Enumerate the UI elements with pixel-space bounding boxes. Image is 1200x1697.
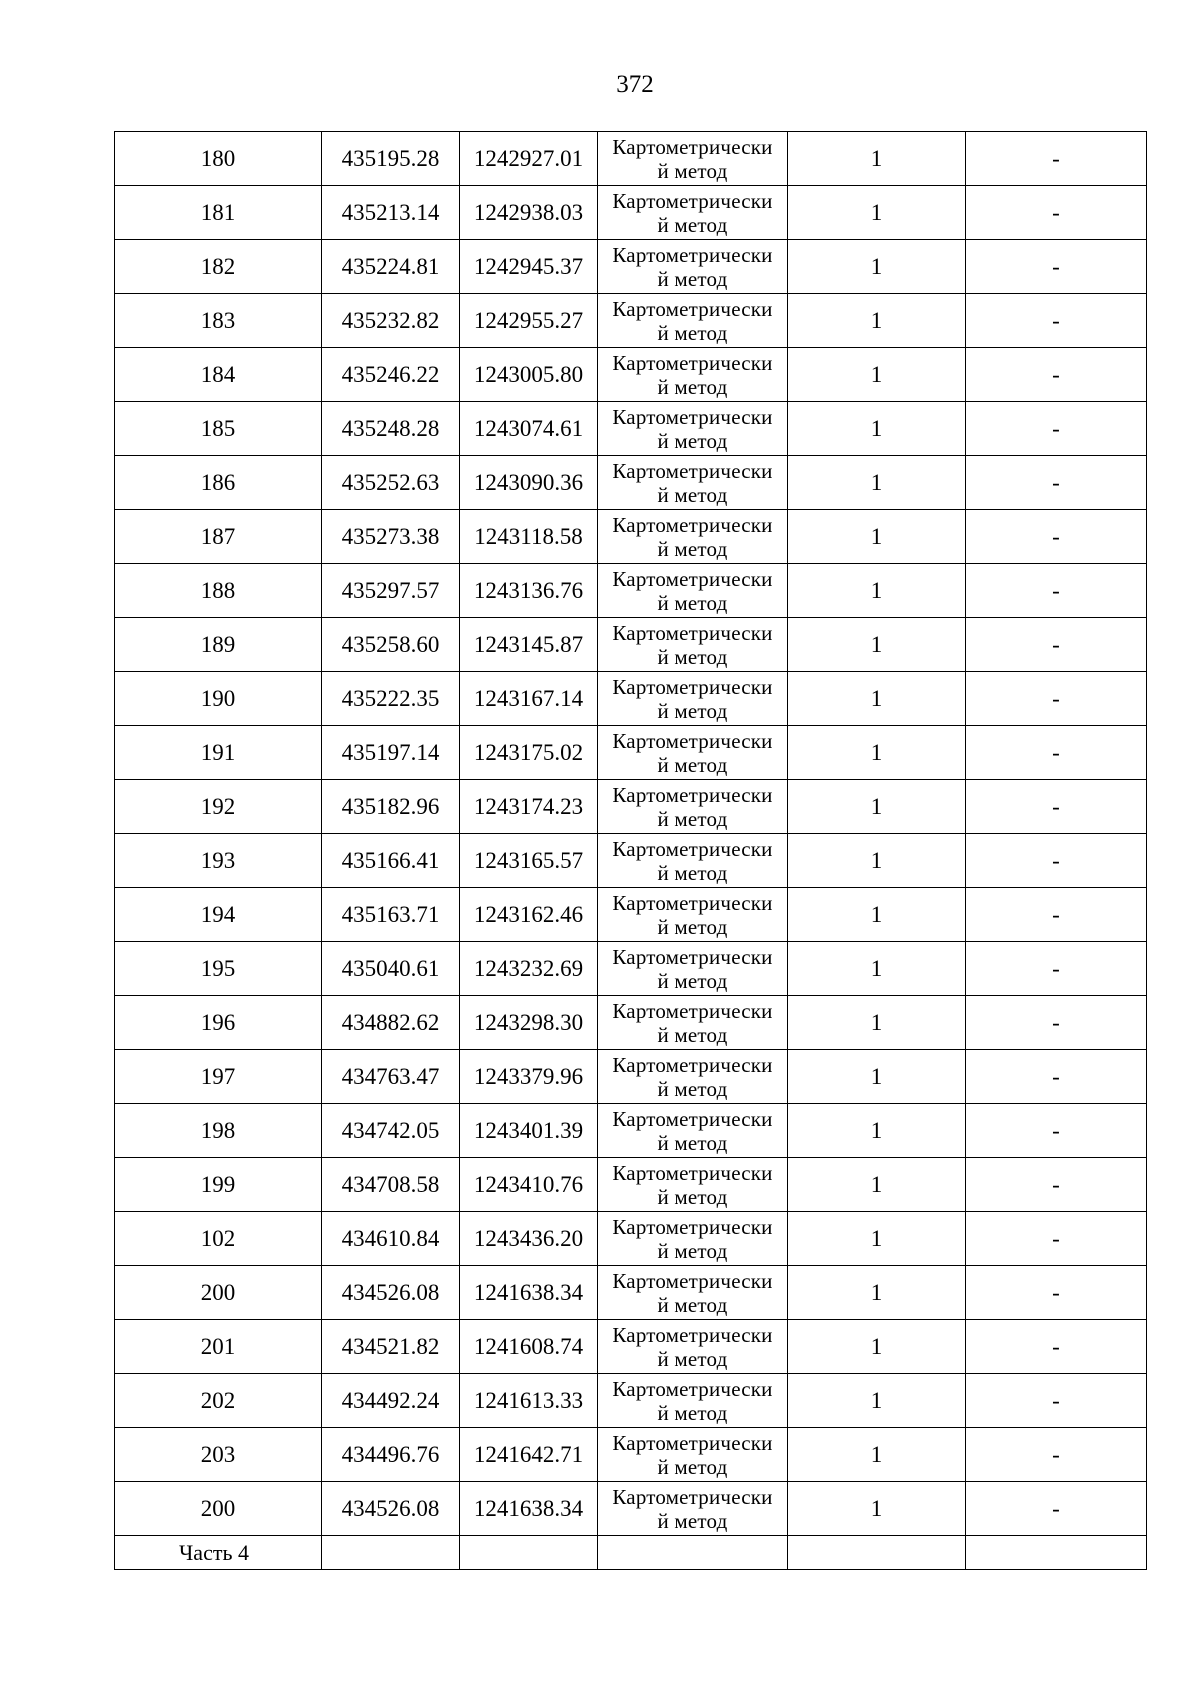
- table-row: [115, 564, 1147, 618]
- method-cell: [598, 834, 788, 888]
- y-coordinate-cell: 1243232.69: [460, 942, 598, 996]
- y-coordinate-cell: 1241608.74: [460, 1320, 598, 1374]
- method-cell: [598, 132, 788, 186]
- y-coordinate-cell: 1243090.36: [460, 456, 598, 510]
- method-cell: [598, 1428, 788, 1482]
- table-row: [115, 672, 1147, 726]
- table-row: [115, 1482, 1147, 1536]
- note-cell: -: [966, 780, 1147, 834]
- note-cell: -: [966, 1428, 1147, 1482]
- y-coordinate-cell: 1243167.14: [460, 672, 598, 726]
- method-text-line1: Картометрически: [612, 296, 773, 321]
- method-text-line1: Картометрически: [612, 1322, 773, 1347]
- table-row: [115, 294, 1147, 348]
- method-text-line1: Картометрически: [612, 836, 773, 861]
- coordinates-table-body: [115, 132, 1147, 1570]
- accuracy-cell: 1: [788, 402, 966, 456]
- method-cell: [598, 510, 788, 564]
- accuracy-cell: 1: [788, 1374, 966, 1428]
- accuracy-cell: 1: [788, 780, 966, 834]
- note-cell: -: [966, 888, 1147, 942]
- point-number-cell: 192: [115, 780, 322, 834]
- method-text-line1: Картометрически: [612, 674, 773, 699]
- method-text-line2: й метод: [657, 320, 728, 345]
- table-row: [115, 510, 1147, 564]
- point-number-cell: 187: [115, 510, 322, 564]
- y-coordinate-cell: 1242955.27: [460, 294, 598, 348]
- note-cell: -: [966, 1104, 1147, 1158]
- method-text-line1: Картометрически: [612, 1268, 773, 1293]
- accuracy-cell: 1: [788, 186, 966, 240]
- method-cell: [598, 672, 788, 726]
- table-row: [115, 1374, 1147, 1428]
- accuracy-cell: 1: [788, 456, 966, 510]
- y-coordinate-cell: 1243074.61: [460, 402, 598, 456]
- page-number: 372: [616, 71, 654, 98]
- x-coordinate-cell: 435273.38: [322, 510, 460, 564]
- method-text-line2: й метод: [657, 1292, 728, 1317]
- point-number-cell: 199: [115, 1158, 322, 1212]
- note-cell: -: [966, 186, 1147, 240]
- point-number-cell: 188: [115, 564, 322, 618]
- note-cell: -: [966, 348, 1147, 402]
- note-cell: -: [966, 564, 1147, 618]
- method-text-line2: й метод: [657, 158, 728, 183]
- note-cell: -: [966, 618, 1147, 672]
- method-cell: [598, 1050, 788, 1104]
- note-cell: -: [966, 1158, 1147, 1212]
- method-cell: [598, 996, 788, 1050]
- method-text-line2: й метод: [657, 1400, 728, 1425]
- x-coordinate-cell: 434882.62: [322, 996, 460, 1050]
- method-text-line2: й метод: [657, 482, 728, 507]
- y-coordinate-cell: 1243165.57: [460, 834, 598, 888]
- point-number-cell: 189: [115, 618, 322, 672]
- x-coordinate-cell: 435232.82: [322, 294, 460, 348]
- method-text-line2: й метод: [657, 644, 728, 669]
- table-row: [115, 456, 1147, 510]
- note-cell: -: [966, 672, 1147, 726]
- accuracy-cell: 1: [788, 1266, 966, 1320]
- note-cell: -: [966, 996, 1147, 1050]
- y-coordinate-cell: 1243175.02: [460, 726, 598, 780]
- accuracy-cell: 1: [788, 1428, 966, 1482]
- y-coordinate-cell: 1241638.34: [460, 1482, 598, 1536]
- method-cell: [598, 1266, 788, 1320]
- method-text-line1: Картометрически: [612, 1214, 773, 1239]
- note-cell: -: [966, 726, 1147, 780]
- note-cell: -: [966, 1482, 1147, 1536]
- x-coordinate-cell: 434492.24: [322, 1374, 460, 1428]
- point-number-cell: 198: [115, 1104, 322, 1158]
- note-cell: -: [966, 1212, 1147, 1266]
- note-cell: -: [966, 510, 1147, 564]
- table-row: [115, 132, 1147, 186]
- point-number-cell: 195: [115, 942, 322, 996]
- y-coordinate-cell: 1242927.01: [460, 132, 598, 186]
- method-cell: [598, 240, 788, 294]
- note-cell: -: [966, 1266, 1147, 1320]
- method-text-line2: й метод: [657, 1346, 728, 1371]
- method-text-line2: й метод: [657, 1184, 728, 1209]
- x-coordinate-cell: 435197.14: [322, 726, 460, 780]
- table-row: [115, 618, 1147, 672]
- point-number-cell: 196: [115, 996, 322, 1050]
- method-cell: [598, 1158, 788, 1212]
- point-number-cell: 181: [115, 186, 322, 240]
- method-text-line1: Картометрически: [612, 1376, 773, 1401]
- method-cell: [598, 942, 788, 996]
- x-coordinate-cell: 434526.08: [322, 1482, 460, 1536]
- point-number-cell: 182: [115, 240, 322, 294]
- method-text-line1: Картометрически: [612, 566, 773, 591]
- method-text-line2: й метод: [657, 266, 728, 291]
- accuracy-cell: 1: [788, 672, 966, 726]
- x-coordinate-cell: 434496.76: [322, 1428, 460, 1482]
- part-label-cell: Часть 4: [115, 1536, 322, 1570]
- method-text-line1: Картометрически: [612, 1052, 773, 1077]
- table-row: [115, 888, 1147, 942]
- table-row: [115, 1266, 1147, 1320]
- method-text-line1: Картометрически: [612, 1106, 773, 1131]
- method-cell: [598, 726, 788, 780]
- method-text-line1: Картометрически: [612, 1160, 773, 1185]
- x-coordinate-cell: 435258.60: [322, 618, 460, 672]
- method-text-line1: Картометрически: [612, 620, 773, 645]
- method-text-line1: Картометрически: [612, 944, 773, 969]
- method-text-line2: й метод: [657, 1130, 728, 1155]
- accuracy-cell: 1: [788, 1212, 966, 1266]
- method-cell: [598, 402, 788, 456]
- point-number-cell: 203: [115, 1428, 322, 1482]
- point-number-cell: 200: [115, 1266, 322, 1320]
- method-cell: [598, 456, 788, 510]
- method-text-line1: Картометрически: [612, 134, 773, 159]
- method-text-line1: Картометрически: [612, 188, 773, 213]
- table-row: [115, 1050, 1147, 1104]
- empty-cell: [788, 1536, 966, 1570]
- empty-cell: [966, 1536, 1147, 1570]
- table-row: [115, 996, 1147, 1050]
- accuracy-cell: 1: [788, 726, 966, 780]
- method-text-line1: Картометрически: [612, 782, 773, 807]
- accuracy-cell: 1: [788, 1050, 966, 1104]
- accuracy-cell: 1: [788, 240, 966, 294]
- x-coordinate-cell: 435252.63: [322, 456, 460, 510]
- point-number-cell: 194: [115, 888, 322, 942]
- y-coordinate-cell: 1243379.96: [460, 1050, 598, 1104]
- accuracy-cell: 1: [788, 618, 966, 672]
- method-cell: [598, 294, 788, 348]
- point-number-cell: 202: [115, 1374, 322, 1428]
- table-row: [115, 726, 1147, 780]
- table-row: [115, 780, 1147, 834]
- method-text-line1: Картометрически: [612, 1430, 773, 1455]
- y-coordinate-cell: 1243136.76: [460, 564, 598, 618]
- y-coordinate-cell: 1243145.87: [460, 618, 598, 672]
- accuracy-cell: 1: [788, 1320, 966, 1374]
- method-text-line2: й метод: [657, 752, 728, 777]
- point-number-cell: 200: [115, 1482, 322, 1536]
- table-row: [115, 1428, 1147, 1482]
- accuracy-cell: 1: [788, 132, 966, 186]
- table-row: [115, 402, 1147, 456]
- note-cell: -: [966, 942, 1147, 996]
- method-text-line2: й метод: [657, 860, 728, 885]
- y-coordinate-cell: 1243118.58: [460, 510, 598, 564]
- method-text-line1: Картометрически: [612, 728, 773, 753]
- method-text-line2: й метод: [657, 1238, 728, 1263]
- method-text-line1: Картометрически: [612, 1484, 773, 1509]
- y-coordinate-cell: 1241613.33: [460, 1374, 598, 1428]
- method-text-line2: й метод: [657, 806, 728, 831]
- point-number-cell: 180: [115, 132, 322, 186]
- x-coordinate-cell: 435166.41: [322, 834, 460, 888]
- x-coordinate-cell: 434526.08: [322, 1266, 460, 1320]
- method-cell: [598, 348, 788, 402]
- x-coordinate-cell: 435224.81: [322, 240, 460, 294]
- note-cell: -: [966, 1320, 1147, 1374]
- table-row: [115, 186, 1147, 240]
- method-cell: [598, 1212, 788, 1266]
- y-coordinate-cell: 1241642.71: [460, 1428, 598, 1482]
- table-row: [115, 834, 1147, 888]
- empty-cell: [598, 1536, 788, 1570]
- table-row: [115, 1104, 1147, 1158]
- x-coordinate-cell: 434763.47: [322, 1050, 460, 1104]
- table-row: [115, 348, 1147, 402]
- note-cell: -: [966, 1374, 1147, 1428]
- accuracy-cell: 1: [788, 1158, 966, 1212]
- y-coordinate-cell: 1243410.76: [460, 1158, 598, 1212]
- note-cell: -: [966, 402, 1147, 456]
- accuracy-cell: 1: [788, 942, 966, 996]
- point-number-cell: 197: [115, 1050, 322, 1104]
- method-text-line2: й метод: [657, 536, 728, 561]
- empty-cell: [460, 1536, 598, 1570]
- point-number-cell: 184: [115, 348, 322, 402]
- method-text-line1: Картометрически: [612, 458, 773, 483]
- x-coordinate-cell: 434742.05: [322, 1104, 460, 1158]
- method-text-line2: й метод: [657, 428, 728, 453]
- x-coordinate-cell: 434610.84: [322, 1212, 460, 1266]
- empty-cell: [322, 1536, 460, 1570]
- note-cell: -: [966, 240, 1147, 294]
- method-text-line2: й метод: [657, 590, 728, 615]
- x-coordinate-cell: 435246.22: [322, 348, 460, 402]
- accuracy-cell: 1: [788, 294, 966, 348]
- note-cell: -: [966, 294, 1147, 348]
- accuracy-cell: 1: [788, 510, 966, 564]
- point-number-cell: 102: [115, 1212, 322, 1266]
- accuracy-cell: 1: [788, 1482, 966, 1536]
- method-cell: [598, 1320, 788, 1374]
- method-text-line2: й метод: [657, 1508, 728, 1533]
- y-coordinate-cell: 1242945.37: [460, 240, 598, 294]
- method-text-line1: Картометрически: [612, 242, 773, 267]
- x-coordinate-cell: 435213.14: [322, 186, 460, 240]
- y-coordinate-cell: 1243005.80: [460, 348, 598, 402]
- coordinates-table: [114, 131, 1147, 1570]
- x-coordinate-cell: 435163.71: [322, 888, 460, 942]
- method-text-line2: й метод: [657, 914, 728, 939]
- note-cell: -: [966, 834, 1147, 888]
- point-number-cell: 193: [115, 834, 322, 888]
- x-coordinate-cell: 435040.61: [322, 942, 460, 996]
- y-coordinate-cell: 1243174.23: [460, 780, 598, 834]
- point-number-cell: 190: [115, 672, 322, 726]
- table-row: [115, 942, 1147, 996]
- note-cell: -: [966, 132, 1147, 186]
- method-text-line1: Картометрически: [612, 404, 773, 429]
- method-cell: [598, 618, 788, 672]
- method-text-line2: й метод: [657, 1022, 728, 1047]
- method-text-line1: Картометрически: [612, 512, 773, 537]
- method-cell: [598, 1104, 788, 1158]
- method-cell: [598, 1482, 788, 1536]
- x-coordinate-cell: 435222.35: [322, 672, 460, 726]
- point-number-cell: 191: [115, 726, 322, 780]
- y-coordinate-cell: 1242938.03: [460, 186, 598, 240]
- note-cell: -: [966, 456, 1147, 510]
- table-row: [115, 1158, 1147, 1212]
- method-cell: [598, 564, 788, 618]
- method-text-line2: й метод: [657, 1076, 728, 1101]
- y-coordinate-cell: 1243162.46: [460, 888, 598, 942]
- y-coordinate-cell: 1241638.34: [460, 1266, 598, 1320]
- point-number-cell: 183: [115, 294, 322, 348]
- x-coordinate-cell: 434521.82: [322, 1320, 460, 1374]
- point-number-cell: 185: [115, 402, 322, 456]
- accuracy-cell: 1: [788, 1104, 966, 1158]
- table-row: [115, 1212, 1147, 1266]
- point-number-cell: 201: [115, 1320, 322, 1374]
- note-cell: -: [966, 1050, 1147, 1104]
- y-coordinate-cell: 1243401.39: [460, 1104, 598, 1158]
- table-footer-row: [115, 1536, 1147, 1570]
- y-coordinate-cell: 1243298.30: [460, 996, 598, 1050]
- table-row: [115, 1320, 1147, 1374]
- method-text-line1: Картометрически: [612, 350, 773, 375]
- accuracy-cell: 1: [788, 996, 966, 1050]
- x-coordinate-cell: 435248.28: [322, 402, 460, 456]
- accuracy-cell: 1: [788, 888, 966, 942]
- table-row: [115, 240, 1147, 294]
- method-cell: [598, 888, 788, 942]
- accuracy-cell: 1: [788, 348, 966, 402]
- accuracy-cell: 1: [788, 564, 966, 618]
- x-coordinate-cell: 435182.96: [322, 780, 460, 834]
- x-coordinate-cell: 435297.57: [322, 564, 460, 618]
- accuracy-cell: 1: [788, 834, 966, 888]
- x-coordinate-cell: 434708.58: [322, 1158, 460, 1212]
- method-text-line1: Картометрически: [612, 998, 773, 1023]
- point-number-cell: 186: [115, 456, 322, 510]
- method-text-line1: Картометрически: [612, 890, 773, 915]
- y-coordinate-cell: 1243436.20: [460, 1212, 598, 1266]
- method-text-line2: й метод: [657, 698, 728, 723]
- x-coordinate-cell: 435195.28: [322, 132, 460, 186]
- method-text-line2: й метод: [657, 968, 728, 993]
- method-cell: [598, 186, 788, 240]
- method-text-line2: й метод: [657, 374, 728, 399]
- method-text-line2: й метод: [657, 212, 728, 237]
- method-cell: [598, 780, 788, 834]
- method-text-line2: й метод: [657, 1454, 728, 1479]
- method-cell: [598, 1374, 788, 1428]
